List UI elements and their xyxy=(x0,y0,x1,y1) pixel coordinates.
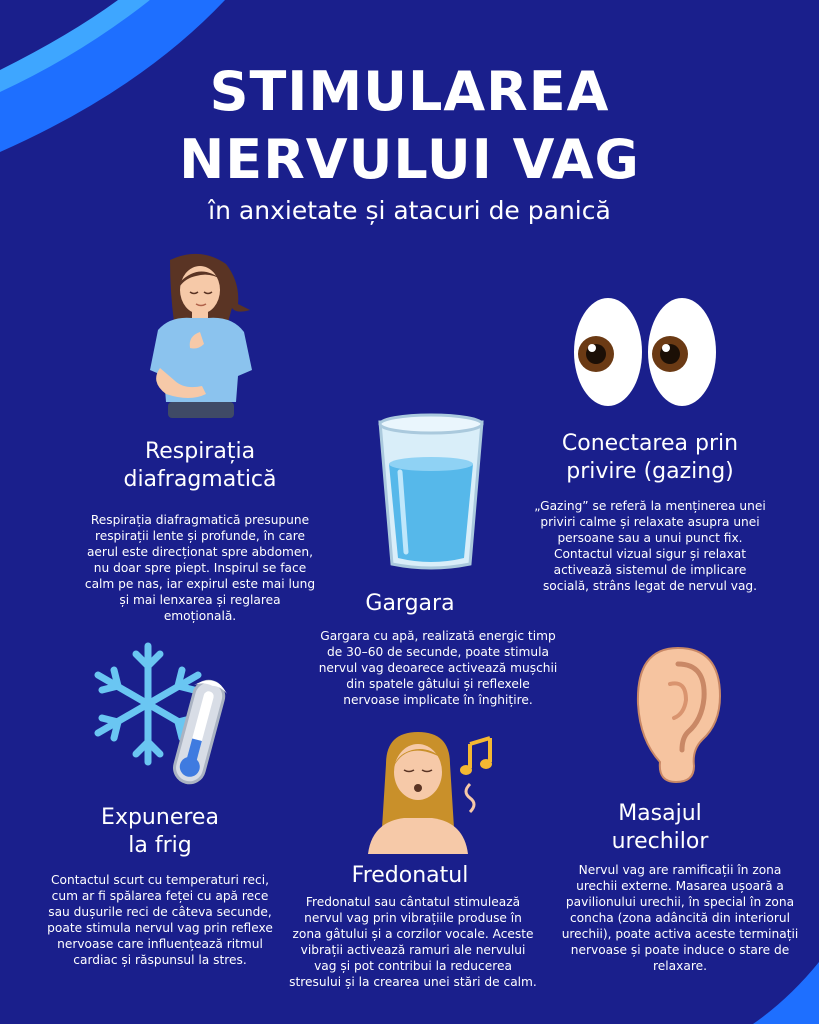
gargle-heading: Gargara xyxy=(365,591,455,616)
title-line-2: NERVULUI VAG xyxy=(179,128,640,191)
ear-heading-line-1: Masajul xyxy=(618,801,702,826)
gargle-text: Gargara cu apă, realizată energic timp de 30–60 de secunde, poate stimula nervul vag deoarece activează mușchii din spatele gâtului și reflexele nervoase implicate în înghițire. xyxy=(318,629,558,707)
ear-icon xyxy=(632,644,724,784)
cold-text: Contactul scurt cu temperaturi reci, cum ar fi spălarea feței cu apă rece sau dușurile reci de câteva secunde, poate stimula nervul vag prin reflexe nervoase care influențează ritmul cardiac și răspunsul la stres. xyxy=(47,873,273,967)
breathing-heading xyxy=(80,438,320,494)
snowflake-thermometer-icon xyxy=(88,640,234,792)
breathing-text: Respirația diafragmatică presupune respirații lente și profunde, în care aerul este direcționat spre abdomen, nu doar spre piept. Inspirul se face calm pe nas, iar expirul este mai lung și mai lenxarea și reglarea emoțională. xyxy=(84,513,316,623)
ear-text: Nervul vag are ramificații în zona urechii externe. Masarea ușoară a pavilionului urechii, în special în zona concha (zona adâncită din interiorul urechii), poate activa aceste terminații nervoase și poate induce o stare de relaxare. xyxy=(561,863,799,973)
cold-heading xyxy=(60,804,260,860)
gazing-heading xyxy=(520,430,780,486)
subtitle: în anxietate și atacuri de panică xyxy=(208,196,611,225)
woman-humming-icon xyxy=(368,730,502,854)
cold-heading-line-1: Expunerea xyxy=(101,805,219,830)
gazing-heading-line-1: Conectarea prin xyxy=(561,431,739,456)
ear-heading-line-2: urechilor xyxy=(611,829,709,854)
cold-heading-line-2: la frig xyxy=(128,833,192,858)
gazing-heading-line-2: privire (gazing) xyxy=(566,459,734,484)
breathing-heading-line-2: diafragmatică xyxy=(123,467,277,492)
woman-breathing-icon xyxy=(140,252,260,420)
glass-of-water-icon xyxy=(376,412,486,572)
ear-heading xyxy=(570,800,750,856)
breathing-heading-line-1: Respirația xyxy=(144,439,256,464)
humming-heading: Fredonatul xyxy=(351,863,469,888)
humming-text: Fredonatul sau cântatul stimulează nervul vag prin vibrațiile produse în zona gâtului și a corzilor vocale. Aceste vibrații activează ramuri ale nervului vag și pot contribui la reducerea stresului și la crearea unei stări de calm. xyxy=(289,895,537,989)
eyes-icon xyxy=(572,296,718,408)
gazing-text: „Gazing” se referă la menținerea unei priviri calme și relaxate asupra unei persoane sau a unui punct fix. Contactul vizual sigur și relaxat activează sistemul de implicare socială, strâns legat de nervul vag. xyxy=(534,499,766,593)
title-line-1: STIMULAREA xyxy=(209,60,610,123)
